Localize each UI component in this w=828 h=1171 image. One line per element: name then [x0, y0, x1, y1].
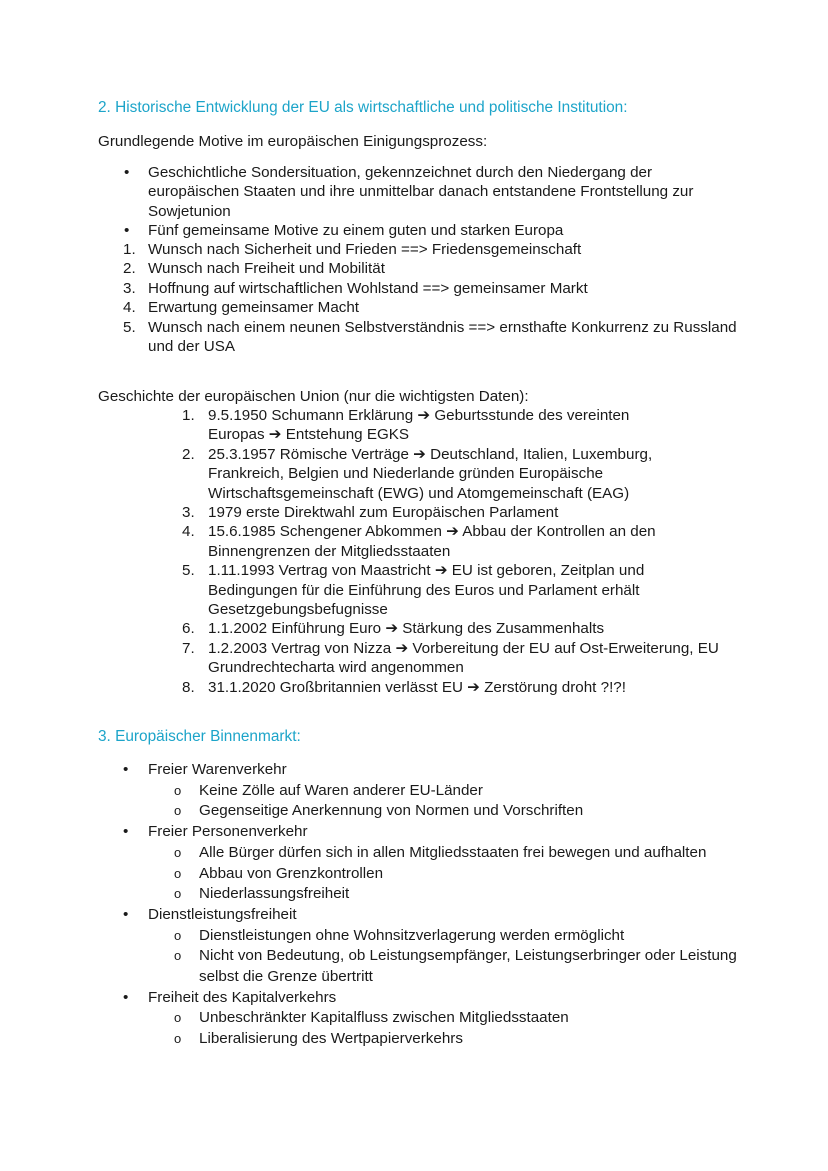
- list-number: 4.: [123, 299, 136, 317]
- list-item: [182, 503, 728, 522]
- list-item: [182, 406, 728, 445]
- list-item: [123, 298, 748, 317]
- binnenmarkt-list: [123, 760, 738, 1050]
- event-result-text: EU ist geboren, Zeitplan und Bedingungen für die Einführung des Euros und Parlament erhält Gesetzgebungsbefugnisse: [208, 562, 645, 619]
- sub-list-item: [174, 946, 738, 987]
- list-item: [124, 221, 738, 240]
- list-item-title: Dienstleistungsfreiheit: [148, 905, 297, 923]
- event-result-text: Stärkung des Zusammenhalts: [398, 620, 605, 638]
- sub-list-item: [174, 884, 738, 905]
- sub-list-item-text: Nicht von Bedeutung, ob Leistungsempfänger, Leistungserbringer oder Leistung selbst die Grenze übertritt: [199, 947, 737, 986]
- sub-list-item-text: Dienstleistungen ohne Wohnsitzverlagerung werden ermöglicht: [199, 926, 625, 944]
- list-number: 3.: [123, 279, 136, 297]
- sub-list-item: [174, 1029, 738, 1050]
- sub-list-item: [174, 864, 738, 885]
- motives-bullet-list: [124, 163, 738, 241]
- list-item-text: Erwartung gemeinsamer Macht: [148, 299, 360, 317]
- list-number: 1.: [182, 407, 195, 424]
- list-item: [123, 279, 748, 298]
- arrow-right-icon: ➔: [467, 678, 480, 696]
- list-item-text: Wunsch nach einem neunen Selbstverständnis ==> ernsthafte Konkurrenz zu Russland und der USA: [148, 318, 737, 356]
- bullet-marker: •: [123, 761, 129, 778]
- bullet-marker: •: [124, 222, 130, 240]
- arrow-right-icon: ➔: [395, 639, 409, 657]
- arrow-right-icon: ➔: [434, 562, 448, 580]
- event-date-text: 1979 erste Direktwahl zum Europäischen Parlament: [208, 504, 559, 522]
- event-result-text: Geburtsstunde des vereinten: [430, 407, 630, 424]
- list-item: [182, 619, 728, 638]
- list-item: [123, 905, 738, 988]
- list-item: [182, 639, 728, 678]
- sub-list-item-text: Gegenseitige Anerkennung von Normen und Vorschriften: [199, 802, 584, 820]
- list-item-text: Geschichtliche Sondersituation, gekennzeichnet durch den Niedergang der europäischen Staaten und ihre unmittelbar danach entstandene Frontstellung zur Sowjetunion: [148, 164, 694, 220]
- list-item: [123, 760, 738, 822]
- history-intro: Geschichte der europäischen Union (nur die wichtigsten Daten):: [98, 388, 529, 405]
- event-result-text: Zerstörung droht ?!?!: [479, 678, 626, 696]
- circle-bullet-marker: o: [174, 1031, 182, 1047]
- sub-list-item: [174, 1008, 738, 1029]
- arrow-right-icon: ➔: [268, 426, 282, 444]
- list-item: [123, 988, 738, 1050]
- circle-bullet-marker: o: [174, 844, 182, 860]
- list-item-title: Freiheit des Kapitalverkehrs: [148, 988, 337, 1006]
- bullet-marker: •: [123, 988, 129, 1006]
- bullet-marker: •: [124, 164, 130, 181]
- list-number: 5.: [182, 562, 195, 580]
- sub-list-item: [174, 781, 738, 802]
- list-item: [182, 678, 728, 697]
- list-number: 1.: [123, 241, 136, 258]
- circle-bullet-marker: o: [174, 865, 182, 881]
- circle-bullet-marker: o: [174, 948, 182, 964]
- list-item-title: Freier Personenverkehr: [148, 823, 308, 841]
- sub-list: [148, 843, 738, 905]
- motives-numbered-list: [123, 240, 748, 356]
- arrow-right-icon: ➔: [385, 620, 399, 638]
- list-number: 3.: [182, 504, 195, 522]
- circle-bullet-marker: o: [174, 927, 182, 943]
- list-item-text: Wunsch nach Freiheit und Mobilität: [148, 260, 385, 278]
- event-result-text: Abbau der Kontrollen an den Binnengrenzen der Mitgliedsstaaten: [208, 523, 656, 560]
- list-number: 5.: [123, 318, 136, 336]
- list-item-text: Fünf gemeinsame Motive zu einem guten und starken Europa: [148, 222, 564, 240]
- event-date-text: 1.11.1993 Vertrag von Maastricht: [208, 562, 435, 580]
- sub-list-item-text: Liberalisierung des Wertpapierverkehrs: [199, 1030, 463, 1048]
- list-number: 2.: [123, 260, 136, 278]
- circle-bullet-marker: o: [174, 803, 182, 819]
- sub-list-item-text: Keine Zölle auf Waren anderer EU-Länder: [199, 781, 483, 799]
- sub-list: [148, 926, 738, 988]
- list-item-title: Freier Warenverkehr: [148, 761, 287, 778]
- list-item: [182, 561, 728, 619]
- sub-list-item: [174, 926, 738, 947]
- event-date-text: 15.6.1985 Schengener Abkommen: [208, 523, 447, 541]
- list-number: 8.: [182, 678, 195, 696]
- sub-list-item-text: Unbeschränkter Kapitalfluss zwischen Mitgliedsstaaten: [199, 1009, 569, 1027]
- event-date-text: 31.1.2020 Großbritannien verlässt EU: [208, 678, 468, 696]
- event-continuation-text: Europas: [208, 426, 269, 444]
- list-item: [182, 445, 728, 503]
- sub-list: [148, 781, 738, 822]
- circle-bullet-marker: o: [174, 782, 182, 798]
- arrow-right-icon: ➔: [417, 407, 431, 424]
- sub-list-item-text: Alle Bürger dürfen sich in allen Mitgliedsstaaten frei bewegen und aufhalten: [199, 843, 707, 861]
- event-result-text: Deutschland, Italien, Luxemburg, Frankreich, Belgien und Niederlande gründen Europäische Wirtschaftsgemeinschaft (EWG) und Atomgemeinschaft (EAG): [208, 445, 653, 502]
- list-number: 2.: [182, 445, 195, 463]
- list-item-text: Hoffnung auf wirtschaftlichen Wohlstand ==> gemeinsamer Markt: [148, 279, 588, 297]
- list-item: [123, 240, 748, 259]
- bullet-marker: •: [123, 905, 129, 923]
- history-numbered-list: [182, 406, 728, 697]
- event-date-text: 25.3.1957 Römische Verträge: [208, 445, 414, 463]
- event-result-text: Entstehung EGKS: [281, 426, 410, 444]
- sub-list-item: [174, 801, 738, 822]
- list-number: 7.: [182, 639, 195, 657]
- event-result-text: Vorbereitung der EU auf Ost-Erweiterung, EU Grundrechtecharta wird angenommen: [208, 639, 719, 677]
- event-date-text: 1.1.2002 Einführung Euro: [208, 620, 386, 638]
- section-2-heading: 2. Historische Entwicklung der EU als wirtschaftliche und politische Institution:: [98, 99, 628, 116]
- circle-bullet-marker: o: [174, 1010, 182, 1026]
- list-item: [123, 822, 738, 905]
- circle-bullet-marker: o: [174, 886, 182, 902]
- arrow-right-icon: ➔: [446, 523, 459, 541]
- list-item: [182, 522, 728, 561]
- motives-intro: Grundlegende Motive im europäischen Einigungsprozess:: [98, 133, 488, 150]
- arrow-right-icon: ➔: [413, 445, 426, 463]
- sub-list-item: [174, 843, 738, 864]
- sub-list: [148, 1008, 738, 1049]
- section-3-heading: 3. Europäischer Binnenmarkt:: [98, 728, 301, 745]
- event-date-text: 9.5.1950 Schumann Erklärung: [208, 407, 418, 424]
- list-item: [124, 163, 738, 221]
- event-date-text: 1.2.2003 Vertrag von Nizza: [208, 639, 396, 657]
- list-item: [123, 259, 748, 278]
- bullet-marker: •: [123, 823, 129, 841]
- list-item-text: Wunsch nach Sicherheit und Frieden ==> Friedensgemeinschaft: [148, 241, 582, 258]
- sub-list-item-text: Abbau von Grenzkontrollen: [199, 864, 384, 882]
- list-item: [123, 318, 748, 357]
- list-number: 6.: [182, 620, 195, 638]
- list-number: 4.: [182, 523, 195, 541]
- sub-list-item-text: Niederlassungsfreiheit: [199, 885, 350, 903]
